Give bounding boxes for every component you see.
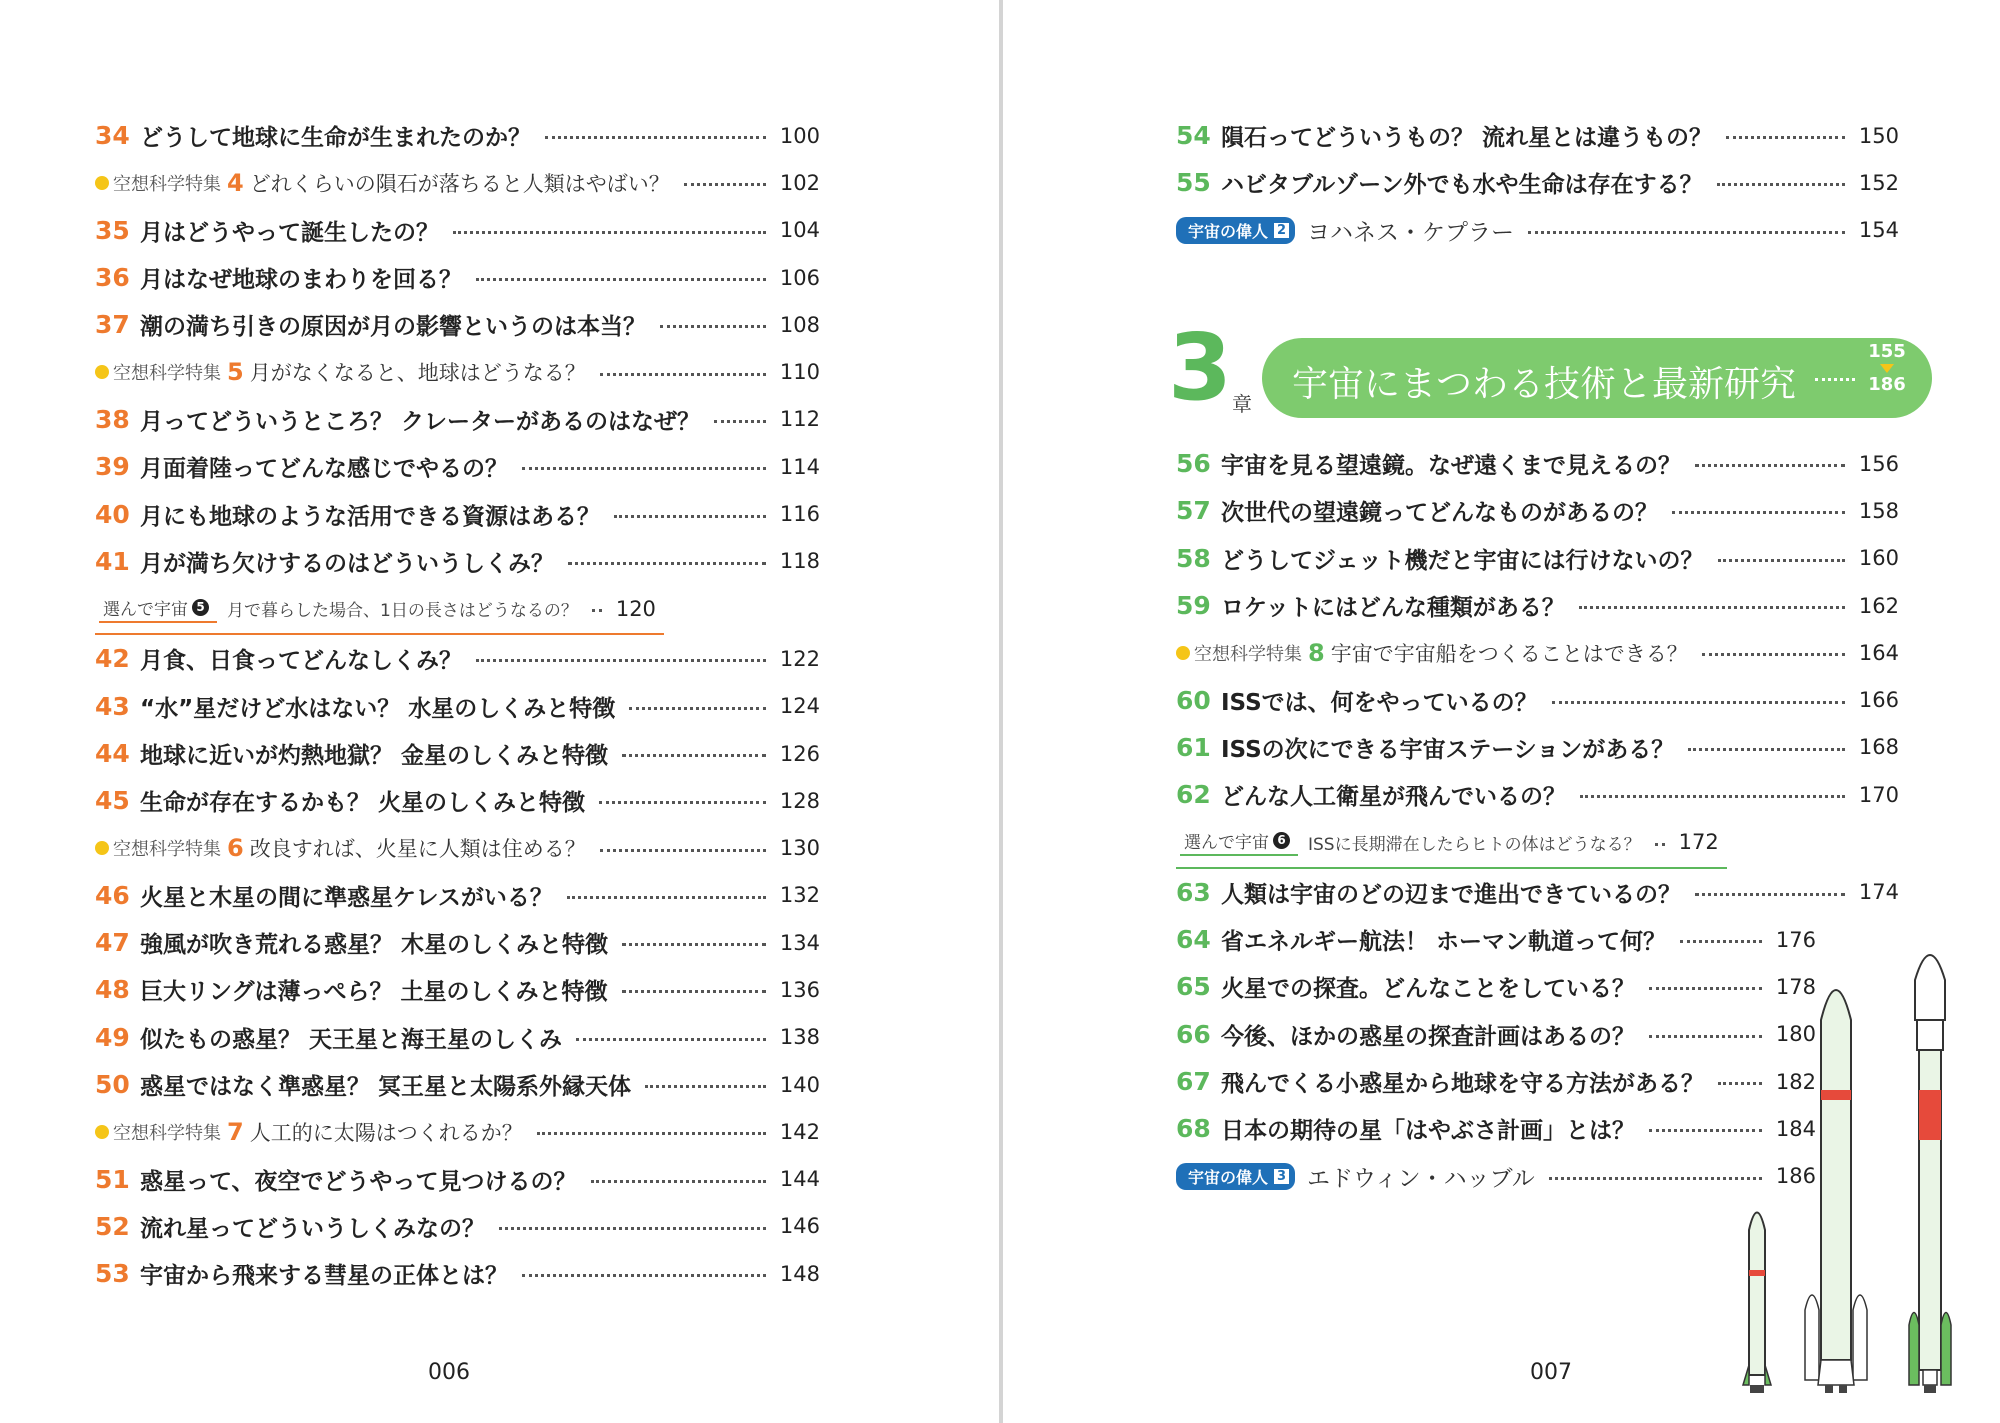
entry-number: 47	[95, 928, 130, 958]
entry-page: 136	[779, 977, 820, 1002]
entry-page: 114	[779, 454, 820, 479]
toc-entry[interactable]	[95, 538, 820, 585]
entry-page: 178	[1775, 974, 1816, 999]
entry-title: 火星での探査。どんなことをしている？	[1221, 976, 1635, 1003]
toc-entry[interactable]	[1176, 1152, 1816, 1199]
entry-title: どれくらいの隕石が落ちると人類はやばい？	[249, 171, 670, 196]
left-page	[0, 0, 999, 1423]
leader-dots	[545, 136, 766, 139]
entry-number: 50	[95, 1070, 130, 1100]
leader-dots	[1672, 511, 1845, 514]
special-label: 空想科学特集	[1194, 643, 1302, 665]
entry-number: 53	[95, 1259, 130, 1289]
toc-entry[interactable]	[95, 207, 820, 254]
leader-dots	[499, 1227, 766, 1230]
entry-page: 184	[1775, 1116, 1816, 1141]
leader-dots	[476, 278, 766, 281]
entry-page: 138	[779, 1025, 820, 1050]
entry-title: 巨大リングは薄っぺら？ 土星のしくみと特徴	[140, 979, 608, 1006]
entry-page: 150	[1858, 123, 1899, 148]
person-label: 宇宙の偉人	[1188, 221, 1269, 241]
entry-title: 月面着陸ってどんな感じでやるの？	[140, 456, 508, 483]
entry-title: 月はどうやって誕生したの？	[140, 219, 439, 246]
toc-entry[interactable]	[95, 254, 820, 301]
entry-page: 116	[779, 502, 820, 527]
toc-entry[interactable]	[1176, 916, 1816, 963]
entry-title: 隕石ってどういうもの？ 流れ星とは違うもの？	[1221, 125, 1713, 152]
entry-title: エドウィン・ハッブル	[1307, 1165, 1535, 1192]
entry-title: 宇宙で宇宙船をつくることはできる？	[1330, 641, 1688, 666]
special-number: 7	[227, 1117, 244, 1146]
toc-entry[interactable]	[1176, 159, 1899, 206]
entry-number: 64	[1176, 925, 1211, 955]
entry-page: 134	[779, 930, 820, 955]
entry-page: 104	[779, 218, 820, 243]
special-label: 空想科学特集	[113, 839, 221, 861]
entry-page: 164	[1858, 640, 1899, 665]
entry-number: 37	[95, 310, 130, 340]
entry-title: ハビタブルゾーン外でも水や生命は存在する？	[1221, 172, 1703, 199]
leader-dots	[453, 231, 766, 234]
leader-dots	[576, 1038, 766, 1041]
entry-number: 48	[95, 975, 130, 1005]
entry-page: 142	[779, 1119, 820, 1144]
entry-page: 130	[779, 836, 820, 861]
toc-entry[interactable]	[95, 824, 820, 871]
entry-title: 人類は宇宙のどの辺まで進出できているの？	[1221, 881, 1681, 908]
entry-number: 61	[1176, 732, 1211, 762]
leader-dots	[1552, 701, 1845, 704]
toc-entry[interactable]	[1176, 1105, 1816, 1152]
leader-dots	[522, 467, 766, 470]
leader-dots	[1702, 653, 1845, 656]
entry-title: ロケットにはどんな種類がある？	[1221, 595, 1565, 622]
leader-dots	[600, 849, 766, 852]
toc-entry[interactable]	[1176, 1058, 1816, 1105]
person-label: 宇宙の偉人	[1188, 1167, 1269, 1187]
entry-title: 今後、ほかの惑星の探査計画はあるの？	[1221, 1023, 1635, 1050]
entry-number: 51	[95, 1164, 130, 1194]
entry-page: 174	[1858, 880, 1899, 905]
special-label: 空想科学特集	[113, 1122, 221, 1144]
entry-title: 月がなくなると、地球はどうなる？	[249, 361, 586, 386]
leader-dots	[1528, 231, 1845, 234]
toc-entry[interactable]	[1176, 818, 1727, 868]
entry-title: 人工的に太陽はつくれるか？	[249, 1120, 523, 1145]
person-badge	[1176, 217, 1295, 244]
special-label: 空想科学特集	[113, 363, 221, 385]
toc-entry[interactable]	[1176, 771, 1899, 818]
toc-entry[interactable]	[1176, 487, 1899, 534]
toc-entry[interactable]	[95, 301, 820, 348]
entry-page: 146	[779, 1214, 820, 1239]
entry-title: 月で暮らした場合、1日の長さはどうなるの？	[227, 601, 578, 622]
entry-number: 63	[1176, 877, 1211, 907]
leader-dots	[614, 515, 766, 518]
entry-title: 潮の満ち引きの原因が月の影響というのは本当？	[140, 314, 646, 341]
entry-page: 106	[779, 265, 820, 290]
entry-page: 182	[1775, 1069, 1816, 1094]
entry-page: 156	[1858, 451, 1899, 476]
chapter-leader-dots	[1815, 378, 1855, 381]
chapter-range-start: 155	[1868, 341, 1906, 362]
entry-number: 42	[95, 644, 130, 674]
entry-number: 59	[1176, 591, 1211, 621]
entry-title: 強風が吹き荒れる惑星？ 木星のしくみと特徴	[140, 932, 609, 959]
toc-entry[interactable]	[95, 1061, 820, 1108]
leader-dots	[622, 754, 766, 757]
erabu-label: 選んで宇宙	[1184, 833, 1269, 854]
entry-number: 38	[95, 404, 130, 434]
toc-entry[interactable]	[95, 683, 820, 730]
yellow-dot-icon	[95, 176, 109, 190]
leader-dots	[1695, 464, 1845, 467]
special-number: 5	[227, 358, 244, 387]
entry-title: 地球に近いが灼熱地獄？ 金星のしくみと特徴	[140, 743, 609, 769]
person-number: 3	[1274, 1169, 1289, 1184]
toc-entry[interactable]	[1176, 869, 1899, 916]
leader-dots	[1688, 748, 1845, 751]
entry-number: 35	[95, 215, 130, 245]
toc-entry[interactable]	[95, 1108, 820, 1155]
entry-page: 154	[1858, 218, 1899, 243]
leader-dots	[476, 659, 766, 662]
entry-number: 55	[1176, 168, 1211, 198]
entry-page: 100	[779, 123, 820, 148]
entry-title: 生命が存在するかも？ 火星のしくみと特徴	[140, 790, 586, 817]
toc-entry[interactable]	[1176, 629, 1899, 676]
special-number: 6	[227, 834, 244, 863]
entry-title: ヨハネス・ケプラー	[1307, 219, 1515, 246]
toc-entry[interactable]	[95, 966, 820, 1013]
right-toc-list-top	[1176, 112, 1899, 254]
entry-title: 月ってどういうところ？ クレーターがあるのはなぜ？	[140, 408, 701, 435]
yellow-dot-icon	[95, 1125, 109, 1139]
entry-page: 120	[615, 596, 656, 621]
entry-title: 似たもの惑星？ 天王星と海王星のしくみ	[140, 1026, 563, 1053]
entry-page: 122	[779, 646, 820, 671]
leader-dots	[622, 990, 766, 993]
toc-entry[interactable]	[95, 159, 820, 206]
erabu-label: 選んで宇宙	[103, 599, 188, 620]
chapter-3-header[interactable]	[1168, 314, 1958, 421]
circled-number-icon: 6	[1273, 832, 1290, 849]
entry-title: 次世代の望遠鏡ってどんなものがあるの？	[1221, 500, 1658, 527]
leader-dots	[684, 183, 766, 186]
entry-page: 148	[779, 1261, 820, 1286]
entry-page: 172	[1678, 830, 1719, 855]
chapter-page-range	[1862, 342, 1912, 395]
toc-entry[interactable]	[95, 919, 820, 966]
leader-dots	[600, 373, 766, 376]
right-page	[1003, 0, 2000, 1423]
entry-title: 改良すれば、火星に人類は住める？	[249, 837, 586, 862]
toc-entry[interactable]	[95, 635, 820, 682]
entry-number: 57	[1176, 496, 1211, 526]
person-number: 2	[1274, 223, 1289, 238]
entry-page: 112	[779, 407, 820, 432]
entry-number: 54	[1176, 121, 1211, 151]
entry-number: 40	[95, 499, 130, 529]
special-number: 8	[1308, 638, 1325, 667]
chapter-number: 3	[1168, 314, 1233, 421]
entry-title: 月食、日食ってどんなしくみ？	[140, 648, 462, 675]
entry-title: 月が満ち欠けするのはどういうしくみ？	[140, 550, 554, 577]
toc-entry[interactable]	[1176, 963, 1816, 1010]
entry-number: 66	[1176, 1019, 1211, 1049]
entry-number: 36	[95, 263, 130, 293]
leader-dots	[522, 1274, 766, 1277]
entry-number: 46	[95, 880, 130, 910]
entry-page: 128	[779, 788, 820, 813]
entry-number: 44	[95, 739, 130, 768]
entry-number: 62	[1176, 780, 1211, 810]
chevron-down-icon	[1880, 364, 1894, 373]
person-badge	[1176, 1163, 1295, 1190]
entry-page: 152	[1858, 170, 1899, 195]
leader-dots	[592, 609, 602, 612]
entry-page: 110	[779, 360, 820, 385]
entry-title: 月はなぜ地球のまわりを回る？	[140, 267, 462, 294]
leader-dots	[1695, 893, 1845, 896]
leader-dots	[1717, 183, 1845, 186]
chapter-range-end: 186	[1868, 373, 1906, 395]
entry-title: “水”星だけど水はない？ 水星のしくみと特徴	[140, 695, 616, 722]
leader-dots	[1579, 606, 1845, 609]
entry-title: どうして地球に生命が生まれたのか？	[140, 125, 531, 152]
entry-number: 52	[95, 1211, 130, 1241]
entry-title: 宇宙から飛来する彗星の正体とは？	[140, 1263, 508, 1290]
toc-entry[interactable]	[95, 1250, 820, 1297]
entry-title: どんな人工衛星が飛んでいるの？	[1221, 784, 1566, 811]
entry-page: 162	[1858, 593, 1899, 618]
toc-entry[interactable]	[95, 872, 820, 919]
entry-page: 126	[779, 741, 820, 766]
leader-dots	[622, 943, 766, 946]
leader-dots	[567, 896, 766, 899]
entry-title: 惑星ではなく準惑星？ 冥王星と太陽系外縁天体	[140, 1074, 632, 1101]
chapter-title: 宇宙にまつわる技術と最新研究	[1292, 364, 1797, 405]
entry-number: 68	[1176, 1114, 1211, 1144]
toc-entry[interactable]	[95, 730, 820, 777]
erabu-tag	[99, 595, 217, 623]
leader-dots	[599, 801, 766, 804]
entry-number: 58	[1176, 543, 1211, 573]
entry-title: 火星と木星の間に準惑星ケレスがいる？	[140, 884, 553, 911]
toc-entry[interactable]	[95, 1203, 820, 1250]
chapter-suffix: 章	[1232, 392, 1252, 416]
leader-dots	[629, 707, 766, 710]
special-label: 空想科学特集	[113, 173, 221, 195]
entry-number: 60	[1176, 685, 1211, 715]
entry-page: 132	[779, 883, 820, 908]
entry-title: 月にも地球のような活用できる資源はある？	[140, 503, 600, 530]
yellow-dot-icon	[95, 841, 109, 855]
toc-entry[interactable]	[95, 490, 820, 537]
entry-title: どうしてジェット機だと宇宙には行けないの？	[1221, 547, 1704, 574]
entry-page: 124	[779, 694, 820, 719]
entry-number: 34	[95, 121, 130, 151]
entry-number: 67	[1176, 1067, 1211, 1096]
entry-page: 160	[1858, 546, 1899, 571]
toc-entry[interactable]	[95, 777, 820, 824]
toc-entry[interactable]	[1176, 676, 1899, 723]
leader-dots	[1718, 559, 1845, 562]
entry-page: 168	[1858, 735, 1899, 760]
leader-dots	[1655, 843, 1665, 846]
circled-number-icon: 5	[192, 599, 209, 616]
rocket-medium	[1805, 990, 1867, 1393]
entry-title: 宇宙を見る望遠鏡。なぜ遠くまで見えるの？	[1221, 453, 1681, 480]
rocket-large	[1909, 955, 1951, 1393]
entry-page: 158	[1858, 498, 1899, 523]
entry-page: 102	[779, 170, 820, 195]
rocket-small	[1743, 1213, 1771, 1394]
entry-page: 170	[1858, 782, 1899, 807]
toc-entry[interactable]	[95, 112, 820, 159]
entry-number: 41	[95, 546, 130, 576]
yellow-dot-icon	[1176, 646, 1190, 660]
toc-entry[interactable]	[95, 585, 664, 635]
toc-entry[interactable]	[1176, 724, 1899, 771]
leader-dots	[591, 1180, 766, 1183]
toc-entry[interactable]	[95, 1014, 820, 1061]
entry-title: 惑星って、夜空でどうやって見つけるの？	[140, 1168, 577, 1195]
entry-number: 49	[95, 1022, 130, 1052]
leader-dots	[568, 562, 766, 565]
toc-entry[interactable]	[1176, 112, 1899, 159]
entry-title: ISSの次にできる宇宙ステーションがある？	[1221, 736, 1675, 763]
yellow-dot-icon	[95, 365, 109, 379]
entry-page: 176	[1775, 927, 1816, 952]
entry-number: 45	[95, 786, 130, 816]
entry-page: 108	[779, 312, 820, 337]
left-toc-list	[95, 112, 820, 1297]
entry-number: 43	[95, 691, 130, 721]
toc-entry[interactable]	[1176, 582, 1899, 629]
leader-dots	[714, 420, 766, 423]
entry-title: 省エネルギー航法！ ホーマン軌道って何？	[1221, 929, 1667, 956]
entry-title: 飛んでくる小惑星から地球を守る方法がある？	[1221, 1071, 1704, 1097]
leader-dots	[660, 325, 766, 328]
toc-entry[interactable]	[1176, 207, 1899, 254]
page-number-left: 006	[428, 1360, 470, 1385]
toc-entry[interactable]	[1176, 440, 1899, 487]
entry-title: 流れ星ってどういうしくみなの？	[140, 1215, 485, 1242]
leader-dots	[1580, 795, 1845, 798]
entry-number: 56	[1176, 449, 1211, 479]
page-number-right: 007	[1530, 1360, 1572, 1385]
toc-entry[interactable]	[95, 396, 820, 443]
toc-entry[interactable]	[95, 443, 820, 490]
entry-page: 118	[779, 549, 820, 574]
chapter-title-band	[1262, 338, 1932, 418]
entry-title: ISSでは、何をやっているの？	[1221, 689, 1538, 716]
rocket-icon	[1733, 940, 1993, 1400]
toc-entry[interactable]	[95, 348, 820, 395]
special-number: 4	[227, 168, 244, 197]
toc-entry[interactable]	[1176, 535, 1899, 582]
leader-dots	[537, 1132, 766, 1135]
entry-page: 186	[1775, 1164, 1816, 1189]
entry-title: ISSに長期滞在したらヒトの体はどうなる？	[1308, 834, 1641, 855]
entry-page: 180	[1775, 1022, 1816, 1047]
entry-page: 140	[779, 1072, 820, 1097]
entry-page: 166	[1858, 688, 1899, 713]
entry-page: 144	[779, 1167, 820, 1192]
toc-entry[interactable]	[1176, 1011, 1816, 1058]
leader-dots	[1726, 136, 1845, 139]
toc-entry[interactable]	[95, 1156, 820, 1203]
leader-dots	[645, 1085, 766, 1088]
entry-number: 39	[95, 452, 130, 482]
leader-dots	[1549, 1177, 1762, 1180]
entry-number: 65	[1176, 972, 1211, 1002]
entry-title: 日本の期待の星「はやぶさ計画」とは？	[1221, 1118, 1635, 1145]
erabu-tag	[1180, 828, 1298, 856]
